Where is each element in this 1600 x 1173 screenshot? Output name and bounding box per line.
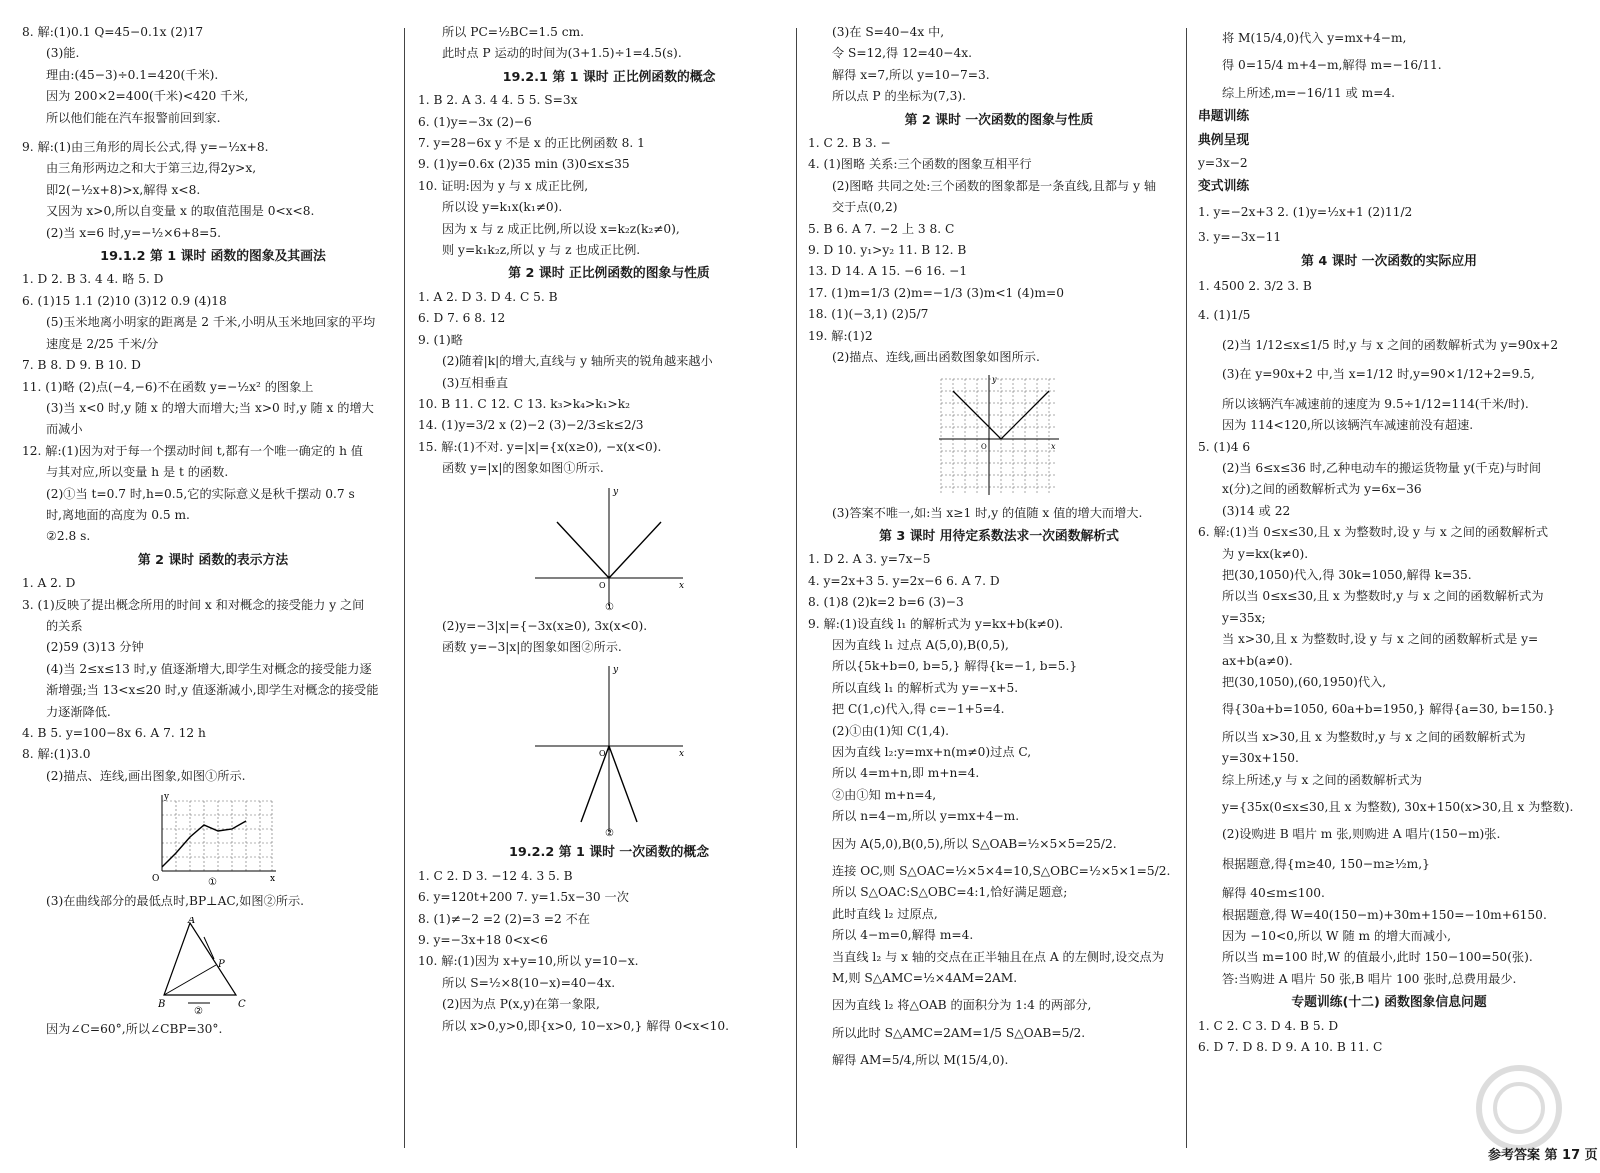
text-line: 因为∠C=60°,所以∠CBP=30°. bbox=[46, 1021, 223, 1036]
text-line: 5. (1)4 6 bbox=[1198, 439, 1251, 454]
section-heading: 19.1.2 第 1 课时 函数的图象及其画法 bbox=[100, 249, 326, 265]
text-line: 1. A 2. D bbox=[22, 576, 76, 591]
text-line: 1. D 2. B 3. 4 4. 略 5. D bbox=[22, 272, 164, 287]
text-line: 因为 114<120,所以该辆汽车减速前没有超速. bbox=[1222, 418, 1474, 433]
text-line: 得 0=15/4 m+4−m,解得 m=−16/11. bbox=[1222, 58, 1442, 73]
text-line: 6. (1)15 1.1 (2)10 (3)12 0.9 (4)18 bbox=[22, 293, 227, 308]
watermark-logo bbox=[1444, 1058, 1594, 1158]
text-line: 则 y=k₁k₂z,所以 y 与 z 也成正比例. bbox=[442, 243, 641, 258]
text-line: 因为直线 l₂ 将△OAB 的面积分为 1:4 的两部分, bbox=[832, 998, 1092, 1013]
text-line: 所以当 m=100 时,W 的值最小,此时 150−100=50(张). bbox=[1222, 950, 1533, 965]
page-footer: 参考答案 第 17 页 bbox=[1488, 1148, 1598, 1163]
text-line: 此时点 P 运动的时间为(3+1.5)÷1=4.5(s). bbox=[442, 46, 682, 61]
text-line: 把(30,1050)代入,得 30k=1050,解得 k=35. bbox=[1222, 567, 1472, 582]
y-axis-label: y bbox=[992, 374, 997, 384]
text-line: 3. (1)反映了提出概念所用的时间 x 和对概念的接受能力 y 之间 bbox=[22, 597, 365, 612]
text-line: 4. (1)图略 关系:三个函数的图象互相平行 bbox=[808, 157, 1032, 172]
text-line: 9. (1)y=0.6x (2)35 min (3)0≤x≤35 bbox=[418, 157, 630, 172]
text-line: 9. y=−3x+18 0<x<6 bbox=[418, 932, 548, 947]
text-line: (3)互相垂直 bbox=[442, 375, 509, 390]
text-line: (3)能. bbox=[46, 46, 80, 61]
text-line: 为 y=kx(k≠0). bbox=[1222, 546, 1309, 561]
x-axis-label: x bbox=[1051, 441, 1056, 451]
text-line: 因为 A(5,0),B(0,5),所以 S△OAB=½×5×5=25/2. bbox=[832, 836, 1117, 851]
text-line: 把 C(1,c)代入,得 c=−1+5=4. bbox=[832, 702, 1005, 717]
y-axis-label: y bbox=[613, 665, 619, 676]
section-heading: 串题训练 bbox=[1198, 109, 1250, 125]
text-line: 根据题意,得 W=40(150−m)+30m+150=−10m+6150. bbox=[1222, 907, 1547, 922]
text-line: 得{30a+b=1050, 60a+b=1950,} 解得{a=30, b=150.} bbox=[1222, 702, 1555, 717]
text-line: ②由①知 m+n=4, bbox=[832, 787, 937, 802]
text-line: (2)因为点 P(x,y)在第一象限, bbox=[442, 997, 600, 1012]
text-line: ②2.8 s. bbox=[46, 529, 91, 544]
vertex-c-label: C bbox=[238, 998, 246, 1010]
text-line: 14. (1)y=3/2 x (2)−2 (3)−2/3≤k≤2/3 bbox=[418, 418, 644, 433]
text-line: 8. 解:(1)3.0 bbox=[22, 747, 91, 762]
text-line: (2)y=−3|x|={−3x(x≥0), 3x(x<0). bbox=[442, 618, 648, 633]
point-p-label: P bbox=[218, 958, 225, 970]
text-line: 所以该辆汽车减速前的速度为 9.5÷1/12=114(千米/时). bbox=[1222, 396, 1529, 411]
text-line: 9. 解:(1)由三角形的周长公式,得 y=−½x+8. bbox=[22, 140, 269, 155]
text-line: 1. A 2. D 3. D 4. C 5. B bbox=[418, 289, 558, 304]
text-line: 1. C 2. B 3. − bbox=[808, 136, 891, 151]
text-line: 连接 OC,则 S△OAC=½×5×4=10,S△OBC=½×5×1=5/2. bbox=[832, 864, 1171, 878]
text-line: (3)14 或 22 bbox=[1222, 503, 1291, 518]
text-line: 9. D 10. y₁>y₂ 11. B 12. B bbox=[808, 243, 967, 258]
vertex-a-label: A bbox=[188, 916, 196, 926]
text-line: 所以此时 S△AMC=2AM=1/5 S△OAB=5/2. bbox=[832, 1025, 1086, 1040]
text-line: 19. 解:(1)2 bbox=[808, 328, 873, 343]
text-line: (2)设购进 B 唱片 m 张,则购进 A 唱片(150−m)张. bbox=[1222, 827, 1501, 842]
section-heading: 19.2.2 第 1 课时 一次函数的概念 bbox=[508, 845, 710, 861]
vertex-b-label: B bbox=[158, 998, 166, 1010]
text-line: (3)当 x<0 时,y 随 x 的增大而增大;当 x>0 时,y 随 x 的增大 bbox=[46, 400, 374, 415]
text-line: 6. D 7. 6 8. 12 bbox=[418, 311, 506, 326]
text-line: (4)当 2≤x≤13 时,y 值逐渐增大,即学生对概念的接受能力逐 bbox=[46, 661, 372, 676]
text-line: (2)当 6≤x≤36 时,乙种电动车的搬运货物量 y(千克)与时间 bbox=[1222, 460, 1542, 475]
text-line: 把(30,1050),(60,1950)代入, bbox=[1222, 674, 1387, 689]
origin-label: O bbox=[599, 749, 606, 759]
text-line: 4. y=2x+3 5. y=2x−6 6. A 7. D bbox=[808, 573, 1000, 588]
text-line: 7. B 8. D 9. B 10. D bbox=[22, 358, 141, 373]
text-line: 5. B 6. A 7. −2 上 3 8. C bbox=[808, 221, 955, 236]
text-line: 解得 x=7,所以 y=10−7=3. bbox=[832, 67, 990, 82]
origin-label: O bbox=[152, 874, 160, 885]
text-line: 所以{5k+b=0, b=5,} 解得{k=−1, b=5.} bbox=[832, 659, 1078, 674]
text-line: 而减小 bbox=[46, 422, 83, 437]
text-line: 1. y=−2x+3 2. (1)y=½x+1 (2)11/2 bbox=[1198, 204, 1413, 219]
text-line: 所以 4=m+n,即 m+n=4. bbox=[832, 766, 980, 781]
text-line: 所以 x>0,y>0,即{x>0, 10−x>0,} 解得 0<x<10. bbox=[442, 1018, 729, 1033]
text-line: (3)答案不唯一,如:当 x≥1 时,y 的值随 x 值的增大而增大. bbox=[832, 505, 1143, 520]
text-line: 综上所述,y 与 x 之间的函数解析式为 bbox=[1222, 772, 1422, 787]
text-line: 10. B 11. C 12. C 13. k₃>k₄>k₁>k₂ bbox=[418, 396, 630, 411]
text-line: 8. 解:(1)0.1 Q=45−0.1x (2)17 bbox=[22, 25, 204, 39]
text-line: y=3x−2 bbox=[1198, 156, 1248, 171]
text-line: y=30x+150. bbox=[1222, 751, 1299, 766]
text-line: ax+b(a≠0). bbox=[1222, 653, 1293, 668]
section-heading: 第 2 课时 正比例函数的图象与性质 bbox=[508, 266, 710, 282]
text-line: (2)当 1/12≤x≤1/5 时,y 与 x 之间的函数解析式为 y=90x+2 bbox=[1222, 337, 1559, 352]
x-axis-label: x bbox=[679, 580, 685, 591]
section-heading: 变式训练 bbox=[1198, 179, 1250, 195]
origin-label: O bbox=[981, 442, 987, 451]
text-line: 所以 S=½×8(10−x)=40−4x. bbox=[442, 975, 616, 990]
text-line: 根据题意,得{m≥40, 150−m≥½m,} bbox=[1222, 856, 1430, 871]
text-line: 1. C 2. C 3. D 4. B 5. D bbox=[1198, 1018, 1339, 1033]
section-heading: 19.2.1 第 1 课时 正比例函数的概念 bbox=[502, 69, 716, 85]
x-axis-label: x bbox=[679, 749, 685, 760]
text-line: (2)59 (3)13 分钟 bbox=[46, 640, 144, 655]
text-line: 6. 解:(1)当 0≤x≤30,且 x 为整数时,设 y 与 x 之间的函数解析式 bbox=[1198, 525, 1549, 540]
text-line: 所以设 y=k₁x(k₁≠0). bbox=[442, 200, 563, 215]
text-line: (2)描点、连线,画出图象,如图①所示. bbox=[46, 768, 246, 783]
figure-caption: ① bbox=[208, 877, 217, 888]
text-line: 1. B 2. A 3. 4 4. 5 5. S=3x bbox=[418, 93, 578, 108]
text-line: 函数 y=−3|x|的图象如图②所示. bbox=[442, 639, 622, 654]
text-line: 因为直线 l₂:y=mx+n(m≠0)过点 C, bbox=[832, 744, 1032, 759]
text-line: 9. 解:(1)设直线 l₁ 的解析式为 y=kx+b(k≠0). bbox=[808, 616, 1064, 631]
text-line: 当 x>30,且 x 为整数时,设 y 与 x 之间的函数解析式是 y= bbox=[1222, 632, 1539, 647]
column-4 bbox=[1198, 22, 1580, 1058]
text-line: 4. (1)1/5 bbox=[1198, 308, 1251, 323]
text-line: (3)在 S=40−4x 中, bbox=[832, 25, 945, 39]
figure-caption: ② bbox=[605, 828, 614, 839]
text-line: 7. y=28−6x y 不是 x 的正比例函数 8. 1 bbox=[418, 136, 645, 151]
y-axis-label: y bbox=[613, 486, 619, 497]
text-line: 8. (1)≠−2 =2 (2)=3 =2 不在 bbox=[418, 911, 590, 926]
text-line: 10. 解:(1)因为 x+y=10,所以 y=10−x. bbox=[418, 954, 639, 969]
text-line: 18. (1)(−3,1) (2)5/7 bbox=[808, 307, 929, 322]
text-line: 当直线 l₂ 与 x 轴的交点在正半轴且在点 A 的左侧时,设交点为 bbox=[832, 949, 1164, 964]
text-line: 的关系 bbox=[46, 618, 83, 633]
text-line: 13. D 14. A 15. −6 16. −1 bbox=[808, 264, 968, 279]
text-line: 所以 S△OAC:S△OBC=4:1,恰好满足题意; bbox=[832, 885, 1068, 900]
column-1 bbox=[22, 22, 404, 1040]
text-line: 6. y=120t+200 7. y=1.5x−30 一次 bbox=[418, 890, 629, 905]
section-heading: 典例呈现 bbox=[1198, 132, 1250, 148]
text-line: 令 S=12,得 12=40−4x. bbox=[832, 46, 973, 61]
text-line: 即2(−½x+8)>x,解得 x<8. bbox=[46, 182, 201, 197]
column-2 bbox=[418, 22, 800, 1037]
text-line: y=35x; bbox=[1222, 610, 1266, 625]
section-heading: 专题训练(十二) 函数图象信息问题 bbox=[1291, 995, 1487, 1011]
text-line: (5)玉米地离小明家的距离是 2 千米,小明从玉米地回家的平均 bbox=[46, 315, 376, 330]
text-line: 时,离地面的高度为 0.5 m. bbox=[46, 507, 190, 522]
section-heading: 第 2 课时 函数的表示方法 bbox=[137, 552, 289, 568]
text-line: 速度是 2/25 千米/分 bbox=[46, 336, 159, 351]
section-heading: 第 2 课时 一次函数的图象与性质 bbox=[904, 112, 1094, 128]
text-line: 所以 n=4−m,所以 y=mx+4−m. bbox=[832, 809, 1020, 824]
text-line: (2)图略 共同之处:三个函数的图象都是一条直线,且都与 y 轴 bbox=[832, 178, 1157, 193]
text-line: 答:当购进 A 唱片 50 张,B 唱片 100 张时,总费用最少. bbox=[1222, 971, 1517, 986]
text-line: 所以点 P 的坐标为(7,3). bbox=[832, 89, 967, 104]
text-line: 17. (1)m=1/3 (2)m=−1/3 (3)m<1 (4)m=0 bbox=[808, 285, 1064, 300]
text-line: 所以当 0≤x≤30,且 x 为整数时,y 与 x 之间的函数解析式为 bbox=[1222, 589, 1544, 604]
text-line: (2)描点、连线,画出函数图象如图所示. bbox=[832, 350, 1040, 365]
text-line: 由三角形两边之和大于第三边,得2y>x, bbox=[46, 161, 257, 176]
text-line: (2)随着|k|的增大,直线与 y 轴所夹的锐角越来越小 bbox=[442, 354, 713, 369]
text-line: 所以他们能在汽车报警前回到家. bbox=[46, 110, 221, 125]
section-heading: 第 4 课时 一次函数的实际应用 bbox=[1301, 253, 1477, 269]
text-line: 函数 y=|x|的图象如图①所示. bbox=[442, 461, 604, 476]
text-line: 6. (1)y=−3x (2)−6 bbox=[418, 114, 532, 129]
text-line: (2)①由(1)知 C(1,4). bbox=[832, 723, 950, 738]
abs-graph-figure bbox=[529, 484, 689, 612]
figure-caption: ② bbox=[194, 1005, 203, 1015]
text-line: 理由:(45−3)÷0.1=420(千米). bbox=[46, 67, 219, 82]
text-line: 解得 AM=5/4,所以 M(15/4,0). bbox=[832, 1053, 1009, 1068]
text-line: 将 M(15/4,0)代入 y=mx+4−m, bbox=[1222, 31, 1407, 45]
text-line: (2)当 x=6 时,y=−½×6+8=5. bbox=[46, 225, 221, 240]
text-line: 1. D 2. A 3. y=7x−5 bbox=[808, 552, 931, 567]
text-line: (3)在 y=90x+2 中,当 x=1/12 时,y=90×1/12+2=9.5, bbox=[1222, 367, 1535, 382]
text-line: 解得 40≤m≤100. bbox=[1222, 886, 1325, 901]
text-line: 因为 −10<0,所以 W 随 m 的增大而减小, bbox=[1222, 929, 1451, 944]
text-line: 3. y=−3x−11 bbox=[1198, 230, 1282, 245]
figure-caption: ① bbox=[605, 601, 614, 612]
text-line: x(分)之间的函数解析式为 y=6x−36 bbox=[1222, 482, 1422, 497]
text-line: (3)在曲线部分的最低点时,BP⊥AC,如图②所示. bbox=[46, 894, 305, 909]
text-line: 因为直线 l₁ 过点 A(5,0),B(0,5), bbox=[832, 637, 1009, 652]
text-line: 此时直线 l₂ 过原点, bbox=[832, 906, 938, 921]
text-line: 9. (1)略 bbox=[418, 332, 463, 347]
section-heading: 第 3 课时 用待定系数法求一次函数解析式 bbox=[879, 528, 1119, 544]
text-line: 所以 PC=½BC=1.5 cm. bbox=[442, 25, 585, 39]
text-line: 11. (1)略 (2)点(−4,−6)不在函数 y=−½x² 的图象上 bbox=[22, 379, 314, 394]
column-3 bbox=[808, 22, 1190, 1072]
text-line: y={35x(0≤x≤30,且 x 为整数), 30x+150(x>30,且 x 为整数). bbox=[1222, 800, 1574, 814]
text-line: (2)①当 t=0.7 时,h=0.5,它的实际意义是秋千摆动 0.7 s bbox=[46, 486, 355, 501]
x-axis-label: x bbox=[270, 874, 276, 885]
text-line: 力逐渐降低. bbox=[46, 704, 111, 719]
y-axis-label: y bbox=[164, 792, 170, 803]
graph-figure-1 bbox=[148, 791, 278, 887]
text-line: 10. 证明:因为 y 与 x 成正比例, bbox=[418, 178, 589, 193]
text-line: 1. 4500 2. 3/2 3. B bbox=[1198, 279, 1312, 294]
text-line: 6. D 7. D 8. D 9. A 10. B 11. C bbox=[1198, 1040, 1383, 1055]
text-line: 渐增强;当 13<x≤20 时,y 值逐渐减小,即学生对概念的接受能 bbox=[46, 683, 379, 698]
text-line: 因为 x 与 z 成正比例,所以设 x=k₂z(k₂≠0), bbox=[442, 221, 680, 236]
text-line: 又因为 x>0,所以自变量 x 的取值范围是 0<x<8. bbox=[46, 204, 315, 219]
text-line: 15. 解:(1)不对. y=|x|={x(x≥0), −x(x<0). bbox=[418, 439, 662, 454]
text-line: M,则 S△AMC=½×4AM=2AM. bbox=[832, 971, 1018, 986]
text-line: 因为 200×2=400(千米)<420 千米, bbox=[46, 89, 249, 104]
origin-label: O bbox=[599, 580, 606, 590]
text-line: 12. 解:(1)因为对于每一个摆动时间 t,都有一个唯一确定的 h 值 bbox=[22, 443, 363, 458]
column-divider-1 bbox=[404, 28, 405, 1148]
text-line: 所以直线 l₁ 的解析式为 y=−x+5. bbox=[832, 680, 1019, 695]
neg-abs-graph-figure bbox=[529, 662, 689, 838]
text-line: 1. C 2. D 3. −12 4. 3 5. B bbox=[418, 868, 573, 883]
text-line: 所以 4−m=0,解得 m=4. bbox=[832, 928, 974, 943]
text-line: 交于点(0,2) bbox=[832, 200, 898, 215]
text-line: 8. (1)8 (2)k=2 b=6 (3)−3 bbox=[808, 595, 964, 610]
text-line: 与其对应,所以变量 h 是 t 的函数. bbox=[46, 465, 229, 480]
text-line: 4. B 5. y=100−8x 6. A 7. 12 h bbox=[22, 726, 206, 740]
triangle-figure-2 bbox=[158, 917, 268, 1015]
text-line: 综上所述,m=−16/11 或 m=4. bbox=[1222, 85, 1396, 100]
grid-graph-figure bbox=[939, 373, 1059, 499]
text-line: 所以当 x>30,且 x 为整数时,y 与 x 之间的函数解析式为 bbox=[1222, 729, 1526, 744]
